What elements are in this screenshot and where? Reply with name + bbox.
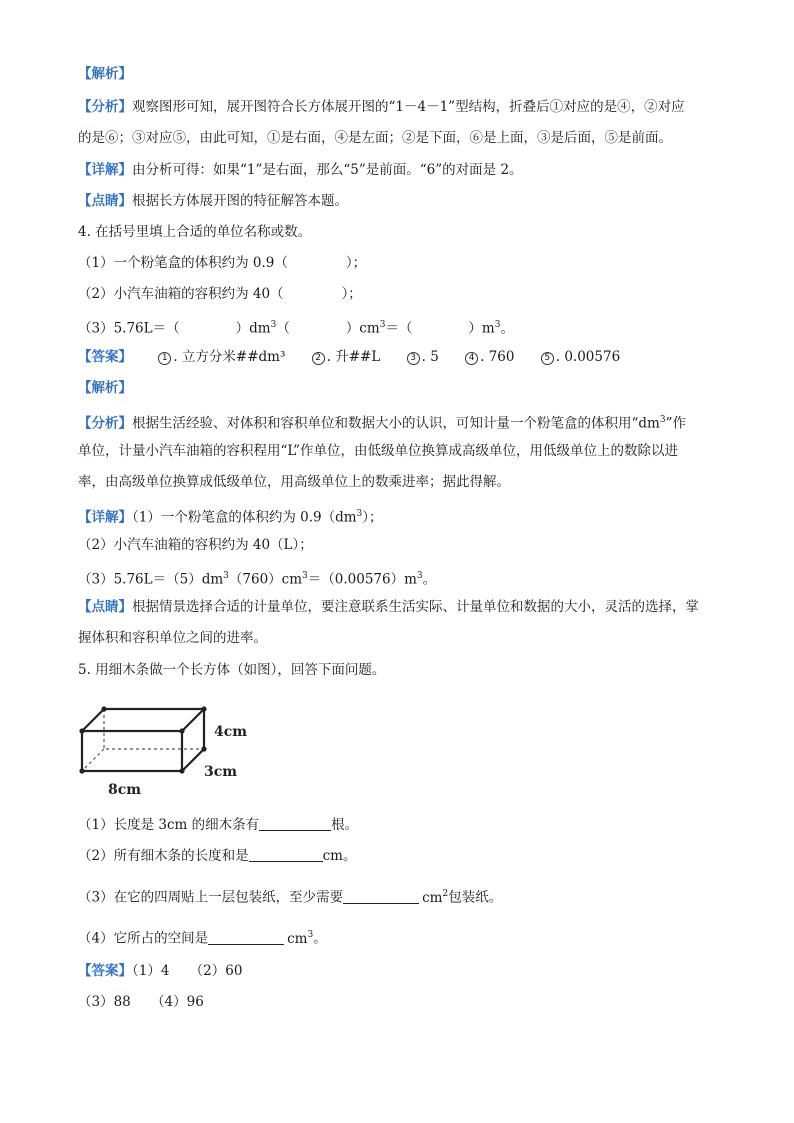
question-4-answer: 【答案】 1 . 立方分米##dm³ 2 . 升##L 3 . 5 4 . 760 5 . 0.00576	[78, 349, 621, 365]
question-4-part-3: （3）5.76L＝（ ）$dm^3$（ ）$cm^3=$（ ）$m^3$。	[78, 320, 514, 337]
question-4-key-point-line-2: 握体积和容积单位之间的进率。	[78, 630, 267, 646]
cuboid-front-face	[82, 731, 182, 771]
cuboid-top-face	[82, 709, 204, 731]
question-4-analysis-line-1: 【分析】根据生活经验、对体积和容积单位和数据大小的认识，可知计量一个粉笔盒的体积用“$dm^3$”作	[78, 415, 686, 432]
analysis-heading: 【解析】	[78, 66, 132, 82]
cuboid-figure	[74, 700, 274, 800]
blank-line	[249, 847, 323, 862]
cuboid-right-face	[182, 709, 204, 771]
question-4-analysis-line-3: 率，由高级单位换算成低级单位，用高级单位上的数乘进率；据此得解。	[78, 474, 510, 490]
width-label: 3cm	[204, 764, 238, 780]
analysis-paragraph-line-2: 的是⑥；③对应⑤，由此可知，①是右面，④是左面；②是下面，⑥是上面，③是后面，⑤是前面。	[78, 130, 672, 146]
answer-item-2: 2 . 升##L	[312, 347, 381, 367]
question-5-part-4: （4）它所占的空间是 $cm^3$。	[78, 930, 327, 947]
answer-item-5: 5 . 0.00576	[541, 347, 620, 367]
question-4-title: 4. 在括号里填上合适的单位名称或数。	[78, 224, 312, 240]
question-4-part-2: （2）小汽车油箱的容积约为 40（ ）；	[78, 286, 362, 302]
question-5-title: 5. 用细木条做一个长方体（如图），回答下面问题。	[78, 662, 386, 678]
question-5-answer-line-1: 【答案】（1）4 （2）60	[78, 963, 243, 979]
question-5-part-2: （2）所有细木条的长度和是 cm。	[78, 848, 357, 864]
answer-item-3: 3 . 5	[407, 347, 439, 367]
question-4-detail-2: （2）小汽车油箱的容积约为 40（L）；	[78, 537, 313, 553]
question-4-part-1: （1）一个粉笔盒的体积约为 0.9（ ）；	[78, 255, 367, 271]
question-4-analysis-heading: 【解析】	[78, 380, 132, 396]
blank-line	[343, 889, 419, 904]
detail-solution: 【详解】由分析可得：如果“1”是右面，那么“5”是前面。“6”的对面是 2。	[78, 162, 523, 178]
question-4-detail-3: $(3)5.76L=(5)dm^3(760)cm^3=(0.00576)m^3$。	[78, 571, 437, 588]
answer-item-4: 4 . 760	[465, 347, 514, 367]
question-5-answer-line-2: （3）88 （4）96	[78, 994, 204, 1010]
question-4-detail-1: 【详解】（1）一个粉笔盒的体积约为 $0.9(dm^3)$；	[78, 509, 383, 526]
key-point: 【点睛】根据长方体展开图的特征解答本题。	[78, 193, 348, 209]
question-4-analysis-line-2: 单位，计量小汽车油箱的容积程用“L”作单位，由低级单位换算成高级单位，用低级单位上的数除以进	[78, 443, 679, 459]
question-5-part-1: （1）长度是 3cm 的细木条有 根。	[78, 817, 359, 833]
cuboid-hidden-edges	[82, 709, 204, 771]
answer-item-1: 1 . 立方分米##dm³	[158, 347, 285, 367]
question-4-key-point-line-1: 【点睛】根据情景选择合适的计量单位，要注意联系生活实际、计量单位和数据的大小，灵活的选择，掌	[78, 599, 699, 615]
height-label: 4cm	[214, 724, 248, 740]
question-5-part-3: （3）在它的四周贴上一层包装纸，至少需要 $cm^2$包装纸。	[78, 889, 503, 906]
analysis-paragraph-line-1: 【分析】观察图形可知，展开图符合长方体展开图的“1－4－1”型结构，折叠后①对应的是④，②对应	[78, 99, 685, 115]
blank-line	[259, 816, 331, 831]
blank-line	[208, 930, 284, 945]
length-label: 8cm	[108, 782, 142, 798]
